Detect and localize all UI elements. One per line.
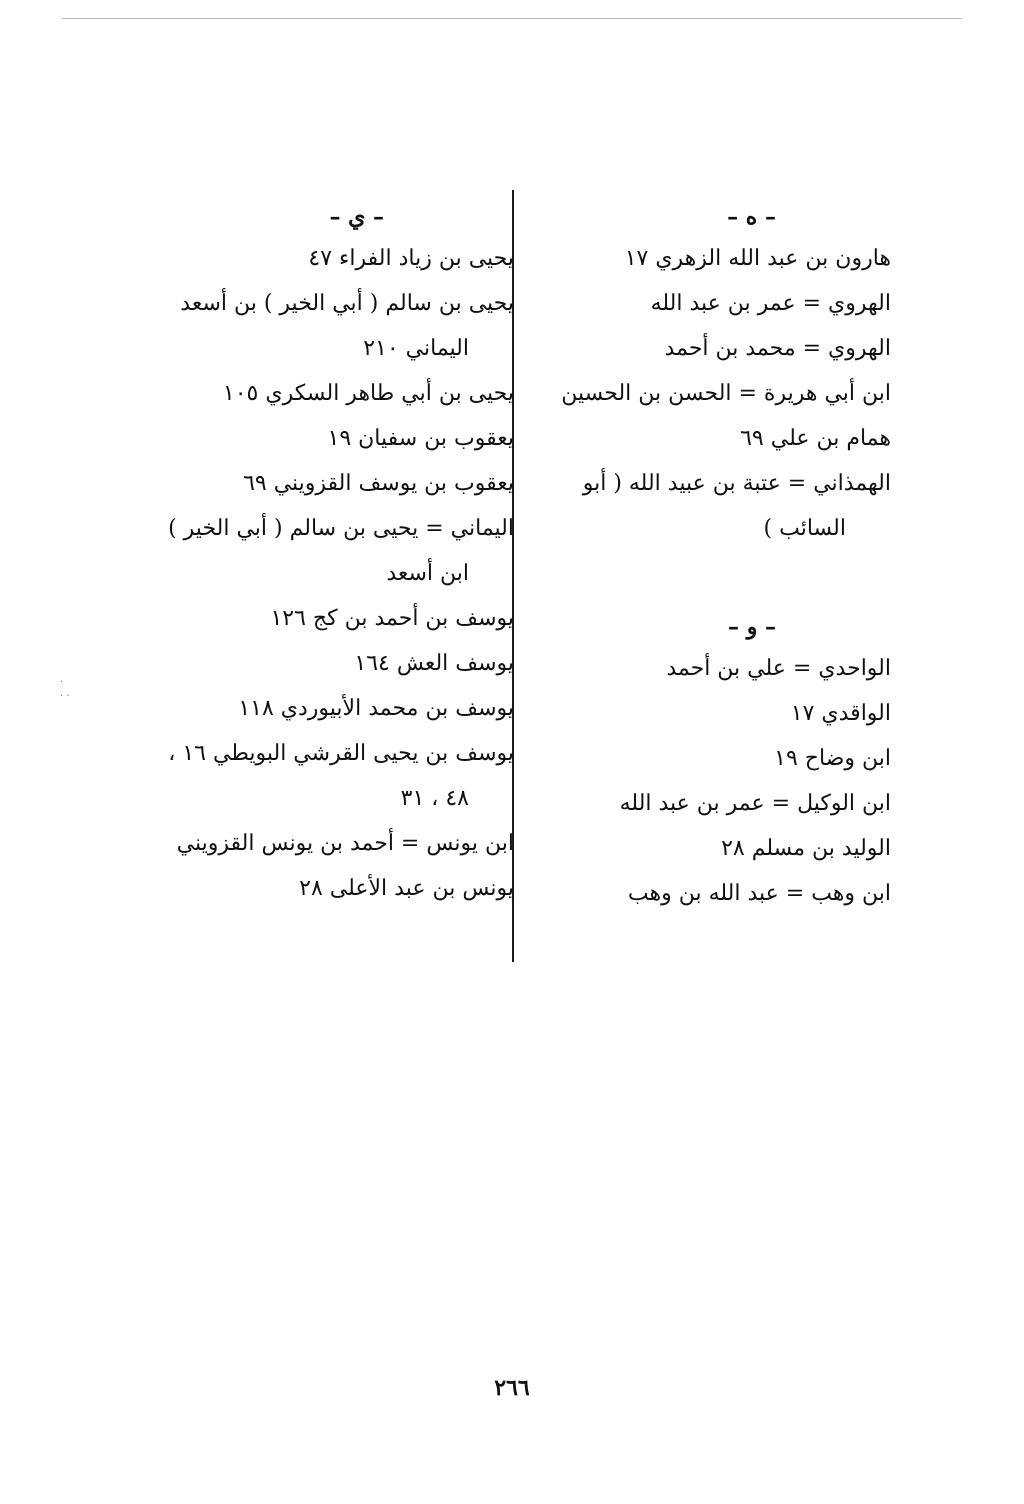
index-entry: همام بن علي ٦٩ <box>740 426 891 451</box>
index-entry: يونس بن عبد الأعلى ٢٨ <box>299 876 514 901</box>
index-entry-continuation: السائب ) <box>763 516 846 541</box>
section-gap <box>536 551 891 596</box>
index-entry-continuation: ابن أسعد <box>386 561 469 586</box>
index-entry: يوسف بن محمد الأبيوردي ١١٨ <box>238 696 514 721</box>
index-entry: الهروي = محمد بن أحمد <box>664 336 891 361</box>
index-entry: يحيى بن زياد الفراء ٤٧ <box>308 246 514 271</box>
index-entry-continuation: اليماني ٢١٠ <box>363 336 469 361</box>
scan-specks: · · · <box>60 677 70 702</box>
index-entry: ابن الوكيل = عمر بن عبد الله <box>619 791 891 816</box>
index-entry: ابن يونس = أحمد بن يونس القزويني <box>176 831 514 856</box>
index-entry: الوليد بن مسلم ٢٨ <box>721 836 891 861</box>
index-entry: يعقوب بن يوسف القزويني ٦٩ <box>243 471 514 496</box>
index-entry: اليماني = يحيى بن سالم ( أبي الخير ) <box>168 516 514 541</box>
index-entry: هارون بن عبد الله الزهري ١٧ <box>624 246 891 271</box>
index-entry: الهروي = عمر بن عبد الله <box>650 291 891 316</box>
index-entry: يعقوب بن سفيان ١٩ <box>327 426 514 451</box>
index-entry: الواقدي ١٧ <box>790 701 891 726</box>
section-header-ha: – ه – <box>727 204 776 230</box>
index-entry: يوسف بن يحيى القرشي البويطي ١٦ ، <box>168 741 514 766</box>
top-rule <box>62 18 962 19</box>
page-number: ٢٦٦ <box>494 1375 530 1401</box>
index-entry: الهمذاني = عتبة بن عبيد الله ( أبو <box>582 471 891 496</box>
index-entry: ابن أبي هريرة = الحسن بن الحسين <box>561 381 891 406</box>
index-entry: يوسف بن أحمد بن كج ١٢٦ <box>270 606 514 631</box>
index-entry: الواحدي = علي بن أحمد <box>666 656 891 681</box>
index-entry-continuation: ٤٨ ، ٣١ <box>400 786 469 811</box>
index-entry: ابن وهب = عبد الله بن وهب <box>627 881 891 906</box>
left-column <box>144 198 514 911</box>
index-entry: ابن وضاح ١٩ <box>774 746 891 771</box>
index-entry: يحيى بن سالم ( أبي الخير ) بن أسعد <box>180 291 514 316</box>
section-header-ya: – ي – <box>329 204 384 230</box>
index-entry: يوسف العش ١٦٤ <box>354 651 514 676</box>
right-column <box>536 198 891 916</box>
section-header-waw: – و – <box>728 614 776 640</box>
index-entry: يحيى بن أبي طاهر السكري ١٠٥ <box>222 381 514 406</box>
